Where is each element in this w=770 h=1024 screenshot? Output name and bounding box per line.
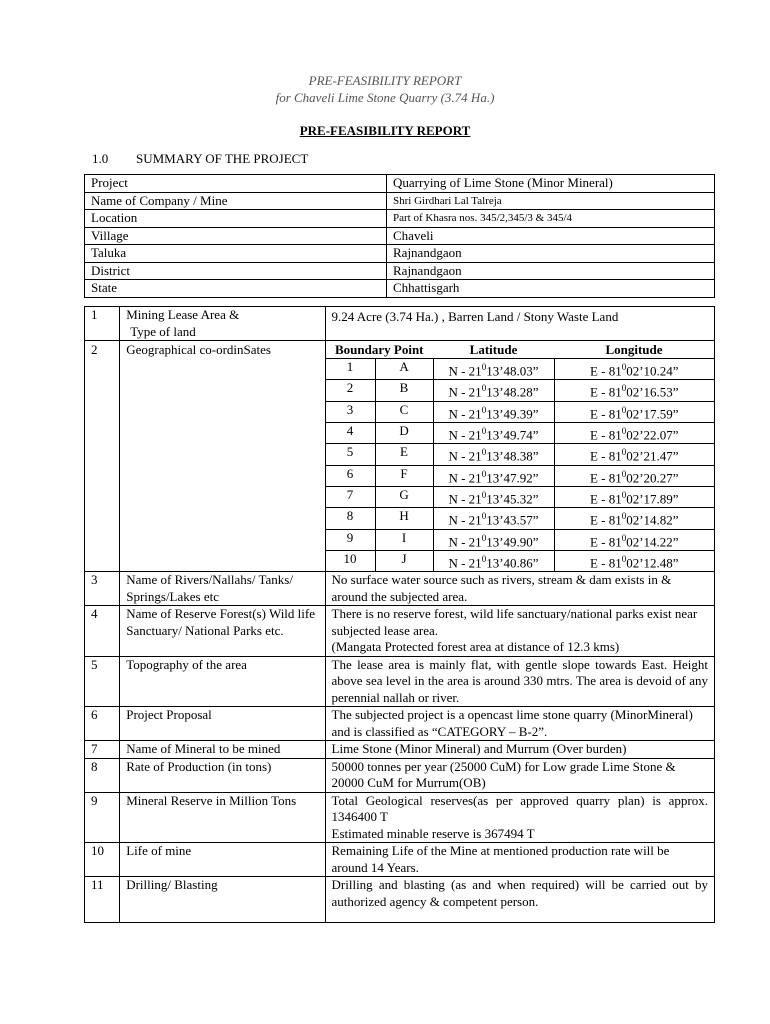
row-label (120, 307, 325, 341)
row-number: 10 (85, 843, 120, 877)
degree-superscript: 0 (481, 425, 487, 436)
longitude-value (554, 550, 714, 571)
row-label: Project Proposal (120, 707, 325, 741)
longitude-value (554, 444, 714, 465)
coordinate-row (326, 380, 714, 401)
degree-superscript: 0 (621, 425, 627, 436)
lon-degrees: E - 81 (589, 384, 622, 400)
latitude-value (433, 422, 554, 443)
summary-row (85, 245, 715, 263)
running-header-subtitle: for Chaveli Lime Stone Quarry (3.74 Ha.) (275, 90, 495, 105)
lon-degrees: E - 81 (589, 363, 622, 379)
row-number: 4 (85, 606, 120, 657)
lon-minutes-seconds: 02’21.47” (626, 448, 679, 464)
row-number: 9 (85, 792, 120, 843)
summary-key: Taluka (85, 245, 387, 263)
section-number: 1.0 (92, 151, 109, 166)
degree-superscript: 0 (481, 404, 487, 415)
row-label: Mineral Reserve in Million Tons (120, 792, 325, 843)
lon-minutes-seconds: 02’16.53” (626, 384, 679, 400)
degree-superscript: 0 (481, 553, 487, 564)
lon-minutes-seconds: 02’20.27” (626, 469, 679, 485)
row-value: Drilling and blasting (as and when required) will be carried out by authorized agency & competent person. (325, 877, 714, 923)
summary-row (85, 210, 715, 228)
longitude-value (554, 380, 714, 401)
row-value-line: (Mangata Protected forest area at distance of 12.3 kms) (331, 639, 620, 655)
lat-degrees: N - 21 (448, 555, 482, 571)
row-value: Lime Stone (Minor Mineral) and Murrum (Over burden) (325, 741, 714, 759)
lon-degrees: E - 81 (589, 533, 622, 549)
summary-value: Rajnandgaon (387, 262, 715, 280)
latitude-value (433, 444, 554, 465)
lat-degrees: N - 21 (448, 448, 482, 464)
row-label: Name of Mineral to be mined (120, 741, 325, 759)
point-letter: D (375, 422, 433, 443)
latitude-value (433, 380, 554, 401)
row-number: 2 (85, 341, 120, 572)
point-number: 8 (326, 508, 376, 529)
row-label-line: Type of land (130, 323, 196, 339)
coordinate-row (326, 508, 714, 529)
row-label: Life of mine (120, 843, 325, 877)
details-row-10 (85, 843, 715, 877)
row-number: 6 (85, 707, 120, 741)
summary-key: Location (85, 210, 387, 228)
row-value (325, 606, 714, 657)
coordinate-row (326, 550, 714, 571)
coordinates-table (326, 342, 714, 571)
row-label-line: Mining Lease Area & (126, 307, 240, 322)
row-number: 1 (85, 307, 120, 341)
summary-row (85, 192, 715, 210)
lat-degrees: N - 21 (448, 405, 482, 421)
row-value-line: There is no reserve forest, wild life sanctuary/national parks exist near subjected lease area. (331, 606, 698, 638)
details-row-3 (85, 572, 715, 606)
latitude-value (433, 529, 554, 550)
row-value: The lease area is mainly flat, with gentle slope towards East. Height above sea level in the area is around 330 mtrs. The area is devoid of any perennial nallah or river. (325, 656, 714, 707)
lon-minutes-seconds: 02’17.89” (626, 491, 679, 507)
row-value: 50000 tonnes per year (25000 CuM) for Low grade Lime Stone & 20000 CuM for Murrum(OB) (325, 758, 714, 792)
latitude-value (433, 401, 554, 422)
summary-key: Village (85, 227, 387, 245)
lat-degrees: N - 21 (448, 491, 482, 507)
summary-key: Project (85, 175, 387, 193)
summary-value: Rajnandgaon (387, 245, 715, 263)
details-row-7 (85, 741, 715, 759)
details-row-6 (85, 707, 715, 741)
row-value-line: Total Geological reserves(as per approved quarry plan) is approx. 1346400 T (331, 792, 708, 825)
degree-superscript: 0 (621, 383, 627, 394)
details-table (84, 306, 715, 923)
coordinate-row (326, 401, 714, 422)
col-header-longitude: Longitude (605, 342, 663, 357)
summary-row (85, 262, 715, 280)
summary-row (85, 227, 715, 245)
summary-key: District (85, 262, 387, 280)
lat-minutes-seconds: 13’49.74” (486, 427, 539, 443)
row-number: 8 (85, 758, 120, 792)
summary-table (84, 174, 715, 298)
point-number: 6 (326, 465, 376, 486)
lat-degrees: N - 21 (448, 384, 482, 400)
lat-minutes-seconds: 13’48.03” (486, 363, 539, 379)
degree-superscript: 0 (621, 468, 627, 479)
details-row-2 (85, 341, 715, 572)
lon-degrees: E - 81 (589, 512, 622, 528)
lon-minutes-seconds: 02’22.07” (626, 427, 679, 443)
details-row-8 (85, 758, 715, 792)
longitude-value (554, 422, 714, 443)
point-letter: H (375, 508, 433, 529)
longitude-value (554, 359, 714, 380)
lat-degrees: N - 21 (448, 469, 482, 485)
lat-minutes-seconds: 13’49.39” (486, 405, 539, 421)
coordinate-row (326, 486, 714, 507)
latitude-value (433, 465, 554, 486)
latitude-value (433, 359, 554, 380)
lat-minutes-seconds: 13’45.32” (486, 491, 539, 507)
coordinates-header-row (326, 342, 714, 359)
point-letter: C (375, 401, 433, 422)
summary-value: Chhattisgarh (387, 280, 715, 298)
lon-degrees: E - 81 (589, 491, 622, 507)
point-number: 4 (326, 422, 376, 443)
coordinates-cell (325, 341, 714, 572)
degree-superscript: 0 (621, 511, 627, 522)
degree-superscript: 0 (481, 447, 487, 458)
details-row-11 (85, 877, 715, 923)
lat-minutes-seconds: 13’40.86” (486, 555, 539, 571)
longitude-value (554, 465, 714, 486)
coordinate-row (326, 359, 714, 380)
lat-minutes-seconds: 13’48.28” (486, 384, 539, 400)
row-value: The subjected project is a opencast lime stone quarry (MinorMineral) and is classified as “CATEGORY – B-2”. (325, 707, 714, 741)
running-header-title: PRE-FEASIBILITY REPORT (308, 73, 462, 88)
summary-key: Name of Company / Mine (85, 192, 387, 210)
degree-superscript: 0 (481, 532, 487, 543)
degree-superscript: 0 (621, 404, 627, 415)
lat-degrees: N - 21 (448, 427, 482, 443)
row-value-line: Estimated minable reserve is 367494 T (331, 825, 535, 841)
lat-minutes-seconds: 13’47.92” (486, 469, 539, 485)
row-number: 11 (85, 877, 120, 923)
point-number: 2 (326, 380, 376, 401)
col-header-latitude: Latitude (469, 342, 518, 357)
row-label: Geographical co-ordinSates (120, 341, 325, 572)
point-letter: I (375, 529, 433, 550)
lon-minutes-seconds: 02’14.82” (626, 512, 679, 528)
row-label: Name of Rivers/Nallahs/ Tanks/ Springs/Lakes etc (120, 572, 325, 606)
lon-degrees: E - 81 (589, 555, 622, 571)
row-label: Topography of the area (120, 656, 325, 707)
longitude-value (554, 529, 714, 550)
degree-superscript: 0 (481, 383, 487, 394)
degree-superscript: 0 (621, 362, 627, 372)
row-number: 5 (85, 656, 120, 707)
row-value (325, 792, 714, 843)
summary-value: Quarrying of Lime Stone (Minor Mineral) (387, 175, 715, 193)
details-row-9 (85, 792, 715, 843)
lon-degrees: E - 81 (589, 448, 622, 464)
point-letter: B (375, 380, 433, 401)
lat-degrees: N - 21 (448, 512, 482, 528)
point-number: 3 (326, 401, 376, 422)
lon-degrees: E - 81 (589, 427, 622, 443)
lon-minutes-seconds: 02’10.24” (626, 363, 679, 379)
degree-superscript: 0 (621, 553, 627, 564)
longitude-value (554, 508, 714, 529)
lon-degrees: E - 81 (589, 405, 622, 421)
degree-superscript: 0 (481, 468, 487, 479)
degree-superscript: 0 (481, 362, 487, 372)
longitude-value (554, 401, 714, 422)
point-letter: J (375, 550, 433, 571)
col-header-boundary-point: Boundary Point (335, 342, 424, 357)
lat-minutes-seconds: 13’48.38” (486, 448, 539, 464)
point-letter: A (375, 359, 433, 380)
point-number: 7 (326, 486, 376, 507)
degree-superscript: 0 (621, 489, 627, 500)
row-value: No surface water source such as rivers, stream & dam exists in & around the subjected area. (325, 572, 714, 606)
row-label: Drilling/ Blasting (120, 877, 325, 923)
lat-degrees: N - 21 (448, 363, 482, 379)
degree-superscript: 0 (621, 447, 627, 458)
lon-minutes-seconds: 02’14.22” (626, 533, 679, 549)
coordinate-row (326, 422, 714, 443)
row-value: 9.24 Acre (3.74 Ha.) , Barren Land / Stony Waste Land (325, 307, 714, 341)
row-number: 3 (85, 572, 120, 606)
details-row-4 (85, 606, 715, 657)
summary-value: Chaveli (387, 227, 715, 245)
latitude-value (433, 550, 554, 571)
summary-value: Part of Khasra nos. 345/2,345/3 & 345/4 (387, 210, 715, 228)
point-letter: G (375, 486, 433, 507)
lon-minutes-seconds: 02’17.59” (626, 405, 679, 421)
point-number: 1 (326, 359, 376, 380)
row-value: Remaining Life of the Mine at mentioned production rate will be around 14 Years. (325, 843, 714, 877)
coordinate-row (326, 529, 714, 550)
point-number: 5 (326, 444, 376, 465)
lon-degrees: E - 81 (589, 469, 622, 485)
point-letter: E (375, 444, 433, 465)
row-number: 7 (85, 741, 120, 759)
coordinate-row (326, 444, 714, 465)
degree-superscript: 0 (481, 511, 487, 522)
latitude-value (433, 508, 554, 529)
degree-superscript: 0 (481, 489, 487, 500)
lat-minutes-seconds: 13’49.90” (486, 533, 539, 549)
details-row-5 (85, 656, 715, 707)
point-number: 9 (326, 529, 376, 550)
details-row-1 (85, 307, 715, 341)
summary-key: State (85, 280, 387, 298)
degree-superscript: 0 (621, 532, 627, 543)
coordinate-row (326, 465, 714, 486)
summary-value: Shri Girdhari Lal Talreja (387, 192, 715, 210)
point-number: 10 (326, 550, 376, 571)
page-title: PRE-FEASIBILITY REPORT (299, 123, 471, 138)
row-label: Name of Reserve Forest(s) Wild life Sanctuary/ National Parks etc. (120, 606, 325, 657)
lon-minutes-seconds: 02’12.48” (626, 555, 679, 571)
section-label: SUMMARY OF THE PROJECT (136, 151, 309, 166)
summary-row (85, 175, 715, 193)
longitude-value (554, 486, 714, 507)
section-heading (92, 151, 308, 167)
lat-minutes-seconds: 13’43.57” (486, 512, 539, 528)
row-label: Rate of Production (in tons) (120, 758, 325, 792)
summary-row (85, 280, 715, 298)
lat-degrees: N - 21 (448, 533, 482, 549)
latitude-value (433, 486, 554, 507)
point-letter: F (375, 465, 433, 486)
